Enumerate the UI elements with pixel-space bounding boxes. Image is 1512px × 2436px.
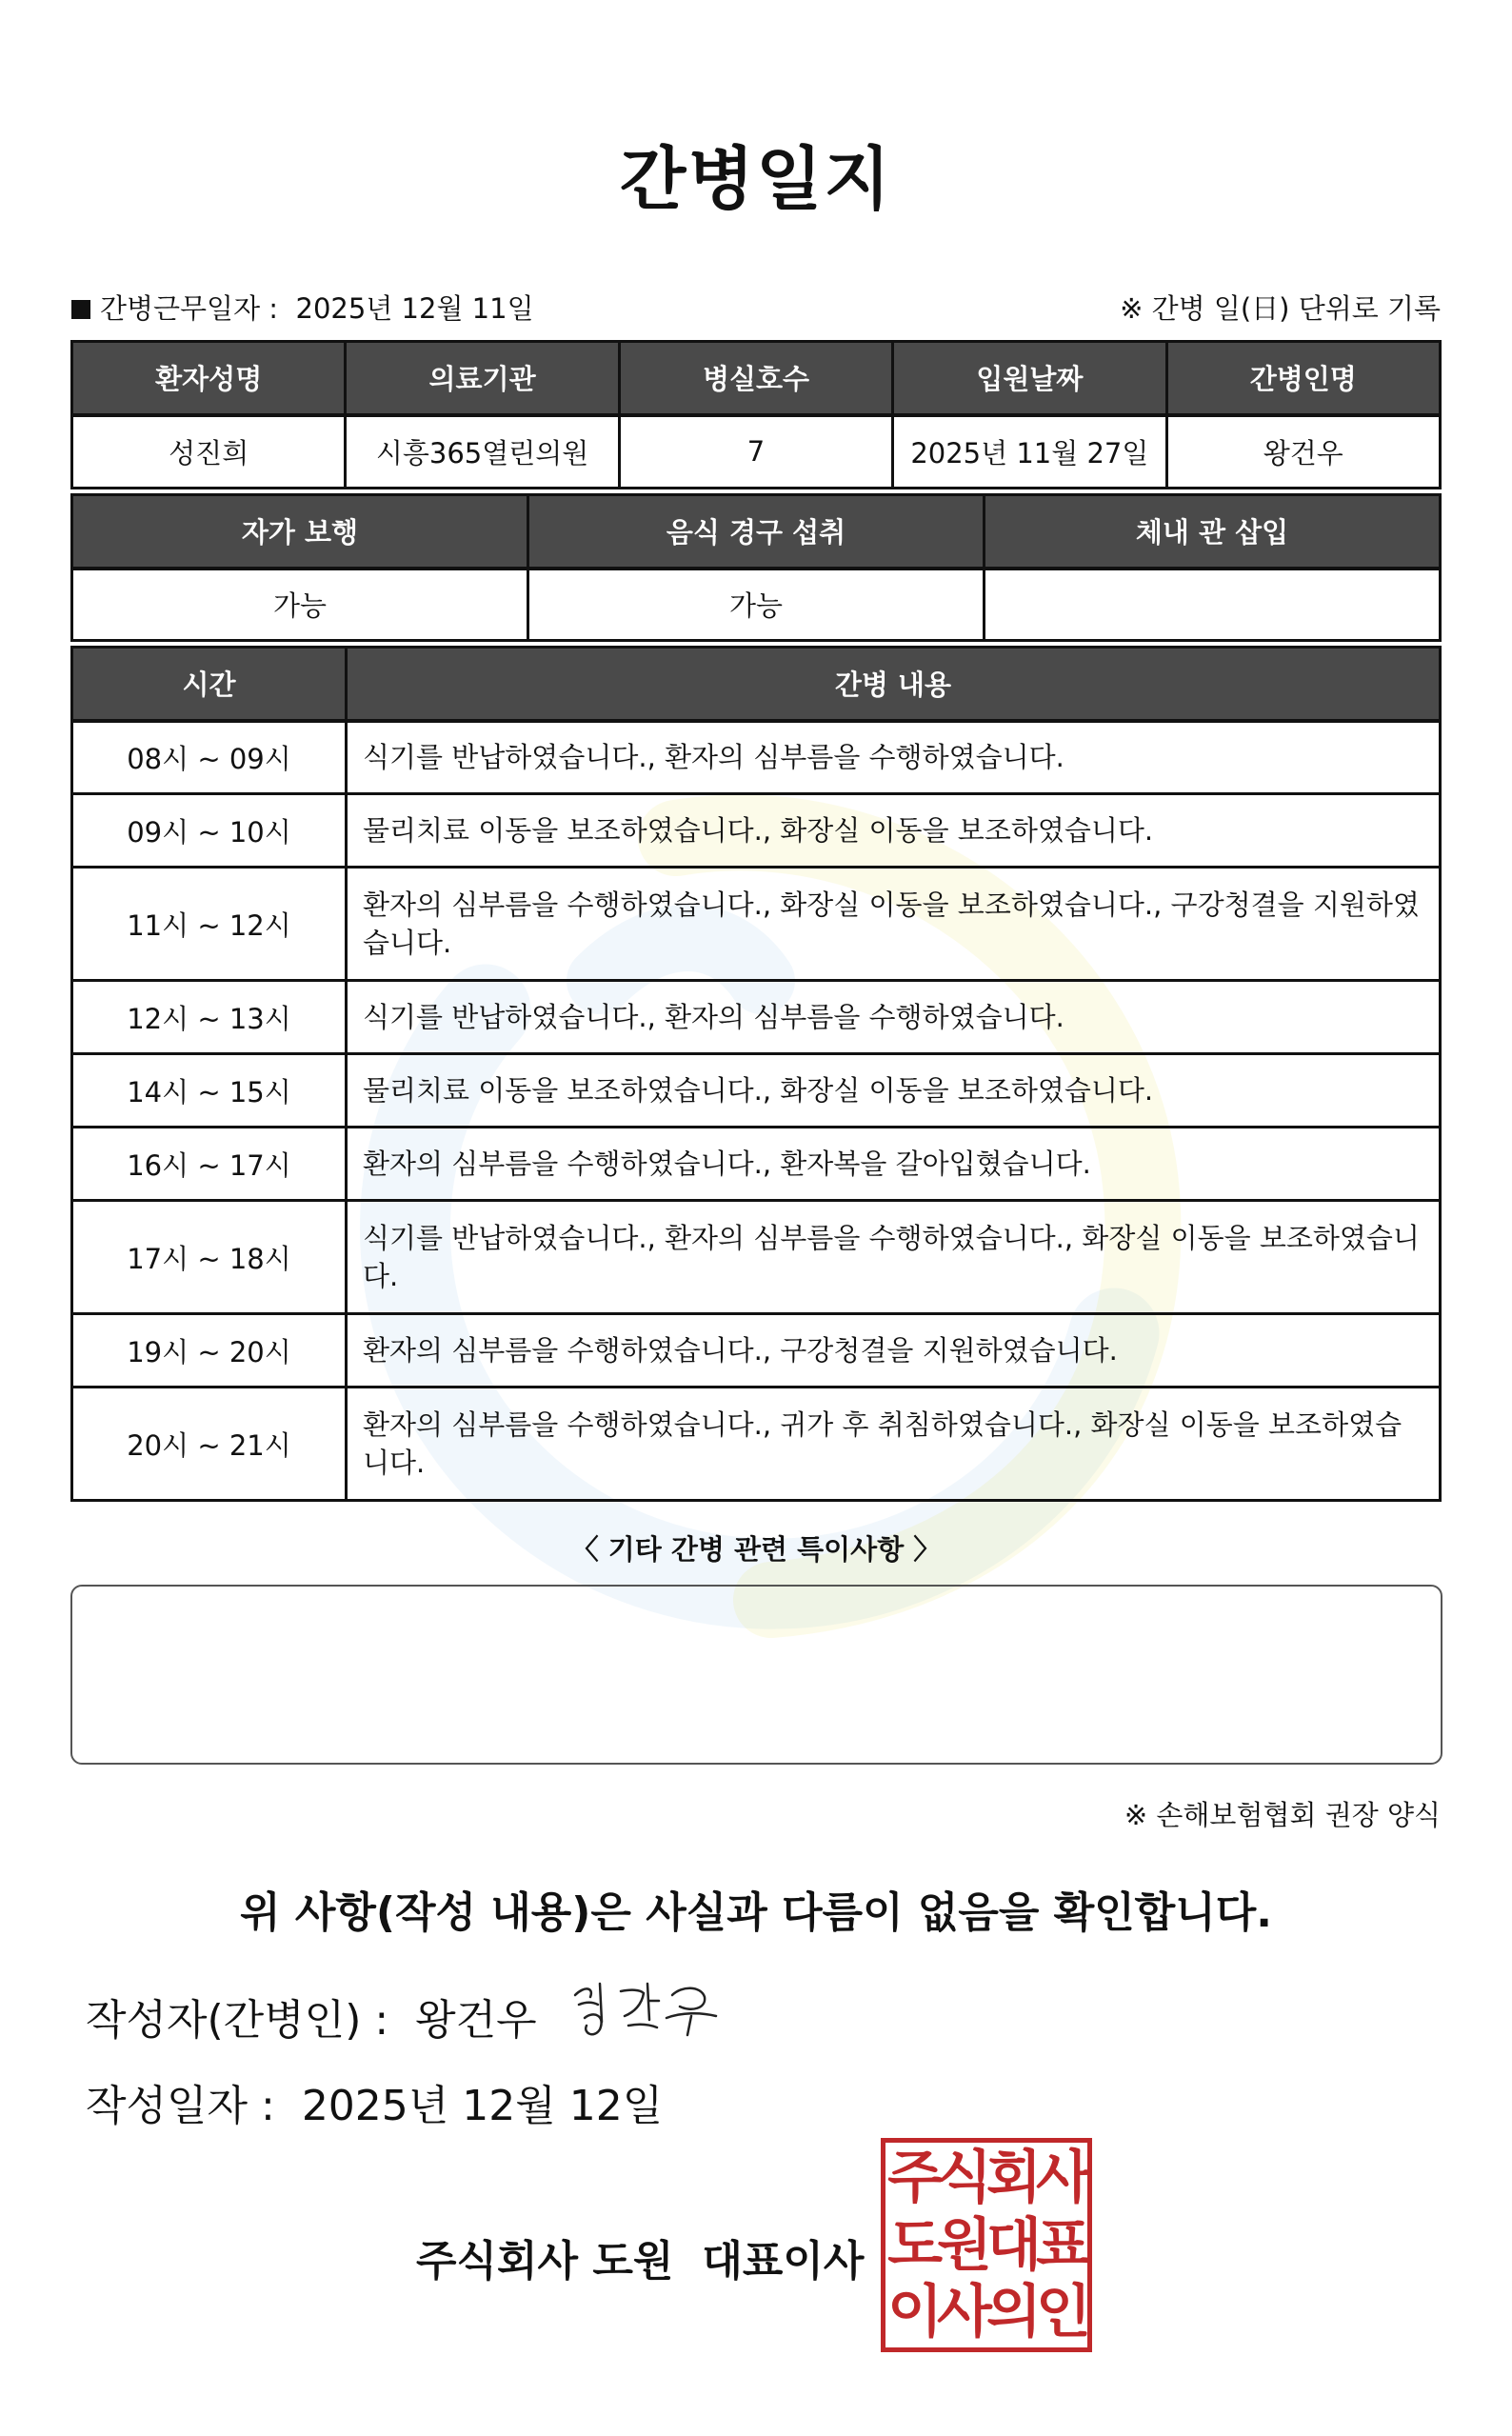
table-row: [72, 981, 1441, 1054]
log-content: 환자의 심부름을 수행하였습니다., 화장실 이동을 보조하였습니다., 구강청결을 지원하였습니다.: [347, 868, 1441, 981]
log-time: 19시 ~ 20시: [72, 1314, 347, 1388]
caregiver-name: 왕건우: [1166, 415, 1440, 489]
company-line: [416, 2226, 864, 2287]
log-content: 식기를 반납하였습니다., 환자의 심부름을 수행하였습니다., 화장실 이동을 보조하였습니다.: [347, 1201, 1441, 1314]
log-time: 09시 ~ 10시: [72, 794, 347, 868]
log-content: 물리치료 이동을 보조하였습니다., 화장실 이동을 보조하였습니다.: [347, 794, 1441, 868]
table-row: [72, 794, 1441, 868]
hospital-name: 시흥365열린의원: [346, 415, 619, 489]
work-date-label: 간병근무일자 :: [100, 292, 279, 325]
header-admission-date: 입원날짜: [893, 342, 1166, 415]
table-row: [72, 868, 1441, 981]
seal-line: 주식회사: [887, 2145, 1085, 2211]
header-room: 병실호수: [619, 342, 892, 415]
writer-line: [86, 1986, 537, 2047]
oral-intake-status: 가능: [528, 569, 985, 641]
page-title: 간병일지: [619, 139, 893, 219]
log-time: 17시 ~ 18시: [72, 1201, 347, 1314]
company-seal-stamp: [881, 2138, 1092, 2352]
work-date: [71, 288, 534, 327]
tube-insertion-status: [985, 569, 1441, 641]
log-time: 16시 ~ 17시: [72, 1128, 347, 1201]
header-care-content: 간병 내용: [347, 648, 1441, 721]
header-walking: 자가 보행: [72, 495, 528, 569]
log-time: 12시 ~ 13시: [72, 981, 347, 1054]
log-content: 물리치료 이동을 보조하였습니다., 화장실 이동을 보조하였습니다.: [347, 1054, 1441, 1128]
written-date-value: 2025년 12월 12일: [301, 2082, 664, 2130]
log-content: 환자의 심부름을 수행하였습니다., 환자복을 갈아입혔습니다.: [347, 1128, 1441, 1201]
header-hospital: 의료기관: [346, 342, 619, 415]
table-row: [72, 1128, 1441, 1201]
admission-date: 2025년 11월 27일: [893, 415, 1166, 489]
writer-label: 작성자(간병인) :: [86, 1996, 389, 2045]
table-row: [72, 1201, 1441, 1314]
table-row: [72, 721, 1441, 794]
patient-info-table: [70, 340, 1442, 489]
header-caregiver: 간병인명: [1166, 342, 1440, 415]
other-notes-box: [70, 1585, 1442, 1765]
patient-name: 성진희: [72, 415, 346, 489]
room-number: 7: [619, 415, 892, 489]
written-date-line: [86, 2071, 663, 2132]
table-row: [72, 1388, 1441, 1501]
patient-status-table: [70, 493, 1442, 642]
table-row: [72, 1054, 1441, 1128]
header-time: 시간: [72, 648, 347, 721]
log-time: 11시 ~ 12시: [72, 868, 347, 981]
written-date-label: 작성일자 :: [86, 2082, 275, 2130]
log-time: 20시 ~ 21시: [72, 1388, 347, 1501]
unit-note: ※ 간병 일(日) 단위로 기록: [1120, 292, 1441, 325]
log-content: 식기를 반납하였습니다., 환자의 심부름을 수행하였습니다.: [347, 721, 1441, 794]
writer-name: 왕건우: [415, 1996, 537, 2045]
work-date-value: 2025년 12월 11일: [295, 292, 534, 325]
table-row: [72, 1314, 1441, 1388]
confirmation-statement: 위 사항(작성 내용)은 사실과 다름이 없음을 확인합니다.: [240, 1888, 1272, 1937]
other-notes-label: 〈 기타 간병 관련 특이사항 〉: [570, 1533, 942, 1566]
form-note: ※ 손해보험협회 권장 양식: [1124, 1799, 1441, 1831]
walking-status: 가능: [72, 569, 528, 641]
log-content: 환자의 심부름을 수행하였습니다., 귀가 후 취침하였습니다., 화장실 이동을 보조하였습니다.: [347, 1388, 1441, 1501]
log-content: 환자의 심부름을 수행하였습니다., 구강청결을 지원하였습니다.: [347, 1314, 1441, 1388]
log-time: 08시 ~ 09시: [72, 721, 347, 794]
seal-line: 도원대표: [887, 2211, 1085, 2279]
handwritten-signature: [571, 1976, 724, 2043]
log-content: 식기를 반납하였습니다., 환자의 심부름을 수행하였습니다.: [347, 981, 1441, 1054]
header-patient-name: 환자성명: [72, 342, 346, 415]
log-time: 14시 ~ 15시: [72, 1054, 347, 1128]
care-log-table: [70, 646, 1442, 1502]
header-tube-insertion: 체내 관 삽입: [985, 495, 1441, 569]
header-oral-intake: 음식 경구 섭취: [528, 495, 985, 569]
square-bullet-icon: [71, 300, 90, 319]
seal-line: 이사의인: [887, 2279, 1085, 2346]
company-title: 대표이사: [702, 2237, 865, 2286]
company-name: 주식회사 도원: [416, 2237, 674, 2286]
